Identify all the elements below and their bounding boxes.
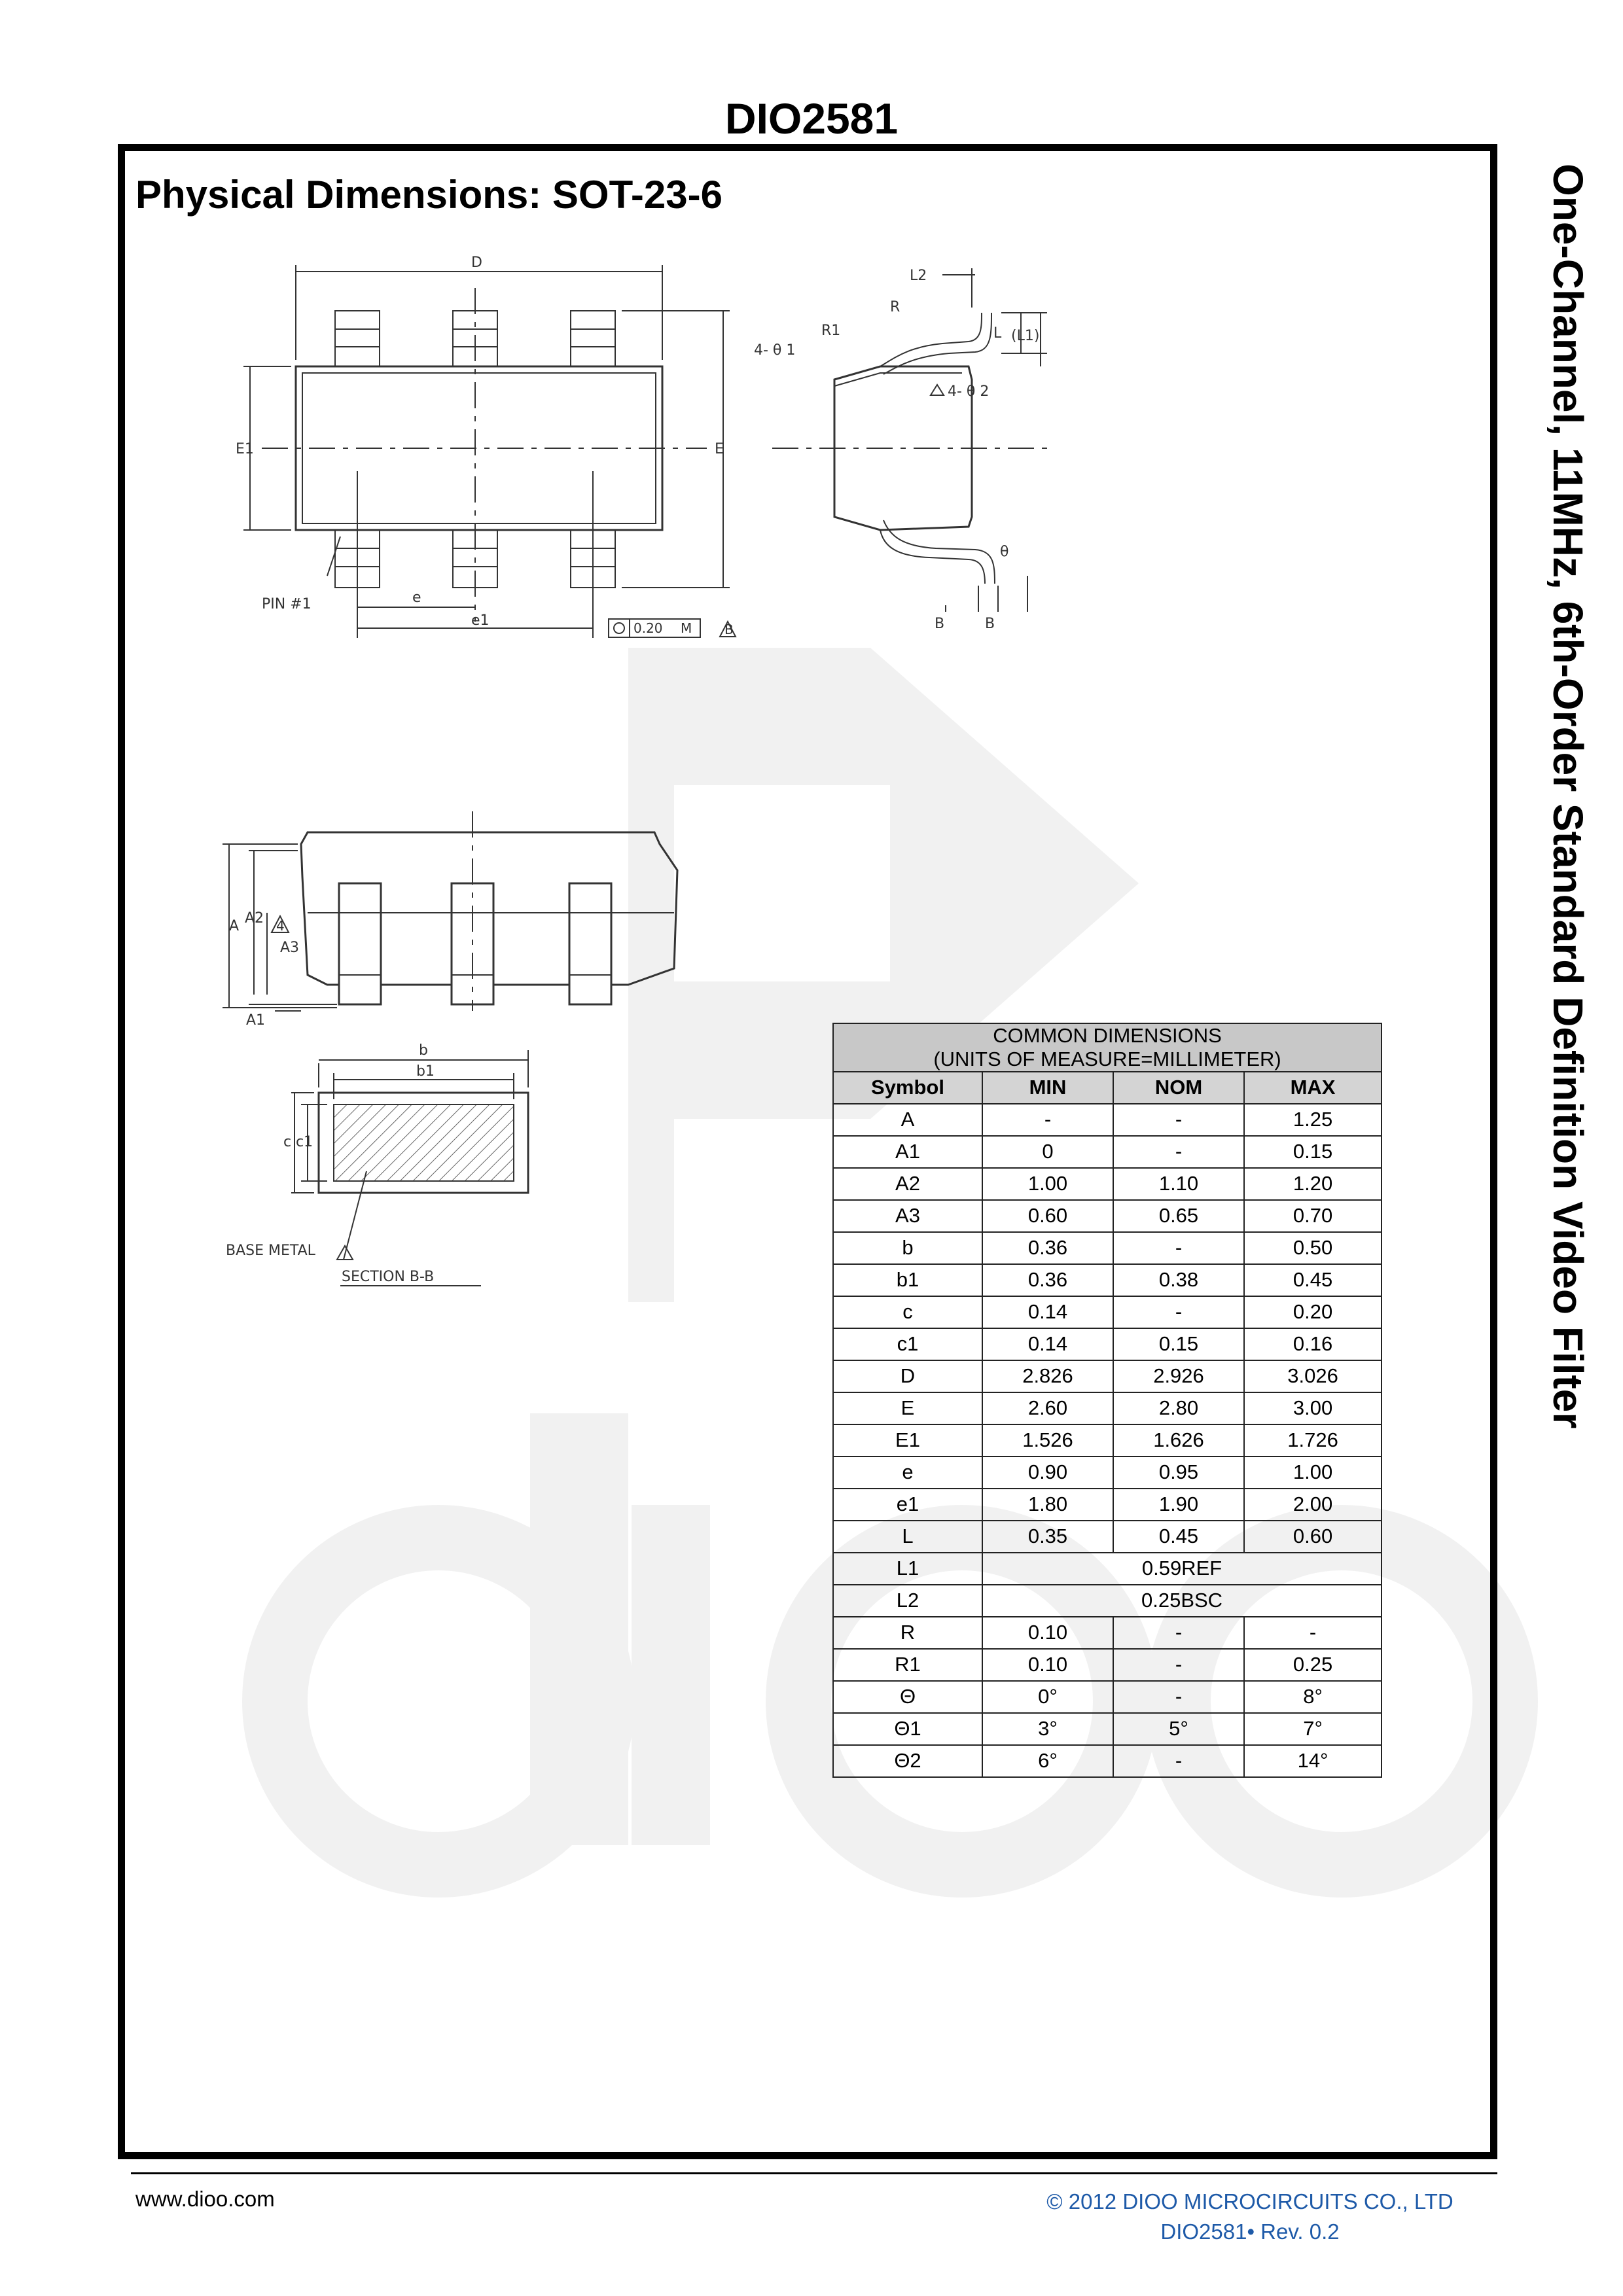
- table-cell: 0.20: [1244, 1296, 1382, 1328]
- table-cell: c1: [833, 1328, 982, 1360]
- table-cell: 1.20: [1244, 1168, 1382, 1200]
- label-b1: b1: [416, 1063, 435, 1080]
- table-cell: 2.926: [1113, 1360, 1244, 1392]
- table-cell: A: [833, 1104, 982, 1136]
- label-section-bb: SECTION B-B: [342, 1269, 435, 1285]
- side-title: One-Channel, 11MHz, 6th-Order Standard Definition Video Filter: [1544, 164, 1592, 1429]
- table-cell: R1: [833, 1649, 982, 1681]
- table-row: [833, 1360, 1382, 1392]
- label-pin1: PIN #1: [262, 596, 312, 612]
- table-cell: 0.50: [1244, 1232, 1382, 1264]
- label-R: R: [890, 299, 901, 315]
- table-cell: -: [1113, 1681, 1244, 1713]
- column-header: MAX: [1244, 1072, 1382, 1104]
- table-cell: -: [1244, 1617, 1382, 1649]
- table-row: [833, 1521, 1382, 1553]
- footer-url[interactable]: www.dioo.com: [135, 2187, 275, 2211]
- table-cell: 1.626: [1113, 1424, 1244, 1457]
- label-c1: c1: [296, 1134, 313, 1150]
- top-view-drawing: [243, 265, 736, 638]
- table-row: [833, 1136, 1382, 1168]
- table-cell: 0.35: [982, 1521, 1113, 1553]
- footer-divider: [131, 2172, 1497, 2174]
- table-cell: 0.15: [1113, 1328, 1244, 1360]
- table-cell: A1: [833, 1136, 982, 1168]
- label-e: e: [412, 590, 421, 606]
- label-theta1: 4- θ 1: [754, 342, 796, 359]
- label-tolerance: 0.20: [633, 620, 663, 636]
- table-caption: [833, 1023, 1382, 1072]
- table-cell: 1.00: [1244, 1457, 1382, 1489]
- table-cell: -: [1113, 1232, 1244, 1264]
- section-heading: Physical Dimensions: SOT-23-6: [135, 173, 722, 217]
- table-cell: A2: [833, 1168, 982, 1200]
- table-cell: Θ: [833, 1681, 982, 1713]
- table-cell: 0.60: [982, 1200, 1113, 1232]
- footer-revision: DIO2581• Rev. 0.2: [1160, 2219, 1340, 2244]
- table-row: [833, 1104, 1382, 1136]
- table-caption-row: [833, 1023, 1382, 1072]
- table-row: [833, 1200, 1382, 1232]
- table-cell: b: [833, 1232, 982, 1264]
- label-R1: R1: [821, 323, 841, 339]
- table-caption-line2: (UNITS OF MEASURE=MILLIMETER): [933, 1048, 1281, 1070]
- table-row: [833, 1296, 1382, 1328]
- table-cell: A3: [833, 1200, 982, 1232]
- front-view-drawing: [223, 811, 677, 1011]
- table-header-row: [833, 1072, 1382, 1104]
- table-cell: 0.60: [1244, 1521, 1382, 1553]
- table-cell: 0.14: [982, 1296, 1113, 1328]
- table-cell: Θ2: [833, 1745, 982, 1777]
- label-L1: (L1): [1011, 328, 1040, 344]
- table-cell: 3.026: [1244, 1360, 1382, 1392]
- table-cell: 1.90: [1113, 1489, 1244, 1521]
- table-cell: 5°: [1113, 1713, 1244, 1745]
- table-cell: b1: [833, 1264, 982, 1296]
- table-cell: 0.45: [1113, 1521, 1244, 1553]
- column-header: Symbol: [833, 1072, 982, 1104]
- table-cell: e: [833, 1457, 982, 1489]
- table-caption-line1: COMMON DIMENSIONS: [993, 1024, 1222, 1048]
- table-row: [833, 1424, 1382, 1457]
- table-cell: 2.826: [982, 1360, 1113, 1392]
- table-cell: 3°: [982, 1713, 1113, 1745]
- table-cell: 0.16: [1244, 1328, 1382, 1360]
- section-bb-drawing: [291, 1050, 528, 1286]
- table-cell: 2.60: [982, 1392, 1113, 1424]
- label-c: c: [283, 1134, 292, 1150]
- label-L: L: [993, 325, 1002, 342]
- label-tolerance-mod: M: [681, 620, 692, 636]
- table-cell: Θ1: [833, 1713, 982, 1745]
- table-cell: 0.45: [1244, 1264, 1382, 1296]
- table-cell: 0.95: [1113, 1457, 1244, 1489]
- table-cell: c: [833, 1296, 982, 1328]
- label-theta: θ: [1000, 544, 1009, 560]
- table-cell: 0.14: [982, 1328, 1113, 1360]
- label-theta2: 4- θ 2: [948, 383, 990, 400]
- dimensions-table: [832, 1023, 1382, 1778]
- table-cell: 1.526: [982, 1424, 1113, 1457]
- table-cell: 7°: [1244, 1713, 1382, 1745]
- table-cell: 14°: [1244, 1745, 1382, 1777]
- column-header: MIN: [982, 1072, 1113, 1104]
- table-row: [833, 1553, 1382, 1585]
- side-view-drawing: [772, 268, 1047, 612]
- table-cell: L2: [833, 1585, 982, 1617]
- table-cell: L1: [833, 1553, 982, 1585]
- label-A: A: [229, 918, 240, 934]
- table-row: [833, 1617, 1382, 1649]
- label-B2: B: [985, 616, 995, 632]
- table-row: [833, 1649, 1382, 1681]
- table-cell: 8°: [1244, 1681, 1382, 1713]
- table-row: [833, 1489, 1382, 1521]
- table-cell: -: [1113, 1745, 1244, 1777]
- table-row: [833, 1681, 1382, 1713]
- table-cell: 0: [982, 1136, 1113, 1168]
- table-row: [833, 1745, 1382, 1777]
- table-cell: 0.10: [982, 1649, 1113, 1681]
- table-cell: 0.59REF: [982, 1553, 1382, 1585]
- table-cell: 0.25BSC: [982, 1585, 1382, 1617]
- table-cell: 0.36: [982, 1264, 1113, 1296]
- label-note4: 4: [276, 918, 285, 934]
- table-cell: -: [1113, 1617, 1244, 1649]
- label-b: b: [419, 1042, 428, 1059]
- label-E: E: [715, 441, 724, 457]
- label-base-metal: BASE METAL: [226, 1243, 315, 1259]
- table-cell: 0.15: [1244, 1136, 1382, 1168]
- table-cell: 0.36: [982, 1232, 1113, 1264]
- label-datum: B: [724, 622, 734, 637]
- table-cell: -: [1113, 1296, 1244, 1328]
- table-cell: -: [1113, 1104, 1244, 1136]
- table-cell: E1: [833, 1424, 982, 1457]
- table-cell: 6°: [982, 1745, 1113, 1777]
- label-B1: B: [935, 616, 945, 632]
- footer-copyright-block: [1001, 2187, 1499, 2247]
- table-row: [833, 1392, 1382, 1424]
- table-row: [833, 1713, 1382, 1745]
- table-cell: 1.80: [982, 1489, 1113, 1521]
- table-cell: 0.38: [1113, 1264, 1244, 1296]
- table-cell: 1.726: [1244, 1424, 1382, 1457]
- table-cell: 0.70: [1244, 1200, 1382, 1232]
- table-cell: 1.00: [982, 1168, 1113, 1200]
- label-A3: A3: [280, 940, 300, 956]
- label-E1: E1: [236, 441, 254, 457]
- table-cell: 3.00: [1244, 1392, 1382, 1424]
- table-cell: -: [1113, 1649, 1244, 1681]
- label-A2: A2: [245, 910, 264, 927]
- table-cell: 1.10: [1113, 1168, 1244, 1200]
- table-row: [833, 1264, 1382, 1296]
- table-cell: R: [833, 1617, 982, 1649]
- table-row: [833, 1232, 1382, 1264]
- footer-copyright: © 2012 DIOO MICROCIRCUITS CO., LTD: [1046, 2189, 1454, 2214]
- document-title: DIO2581: [724, 94, 899, 143]
- table-row: [833, 1457, 1382, 1489]
- table-cell: 2.80: [1113, 1392, 1244, 1424]
- table-cell: e1: [833, 1489, 982, 1521]
- column-header: NOM: [1113, 1072, 1244, 1104]
- table-cell: L: [833, 1521, 982, 1553]
- table-cell: 0.25: [1244, 1649, 1382, 1681]
- table-cell: E: [833, 1392, 982, 1424]
- table-cell: -: [1113, 1136, 1244, 1168]
- table-cell: 0.65: [1113, 1200, 1244, 1232]
- table-cell: D: [833, 1360, 982, 1392]
- table-cell: 0.90: [982, 1457, 1113, 1489]
- table-cell: -: [982, 1104, 1113, 1136]
- table-row: [833, 1585, 1382, 1617]
- table-row: [833, 1328, 1382, 1360]
- table-cell: 1.25: [1244, 1104, 1382, 1136]
- table-cell: 2.00: [1244, 1489, 1382, 1521]
- label-L2: L2: [910, 268, 927, 284]
- table-cell: 0°: [982, 1681, 1113, 1713]
- table-row: [833, 1168, 1382, 1200]
- table-cell: 0.10: [982, 1617, 1113, 1649]
- label-e1: e1: [471, 612, 490, 629]
- label-A1: A1: [246, 1012, 266, 1029]
- label-D: D: [471, 255, 482, 271]
